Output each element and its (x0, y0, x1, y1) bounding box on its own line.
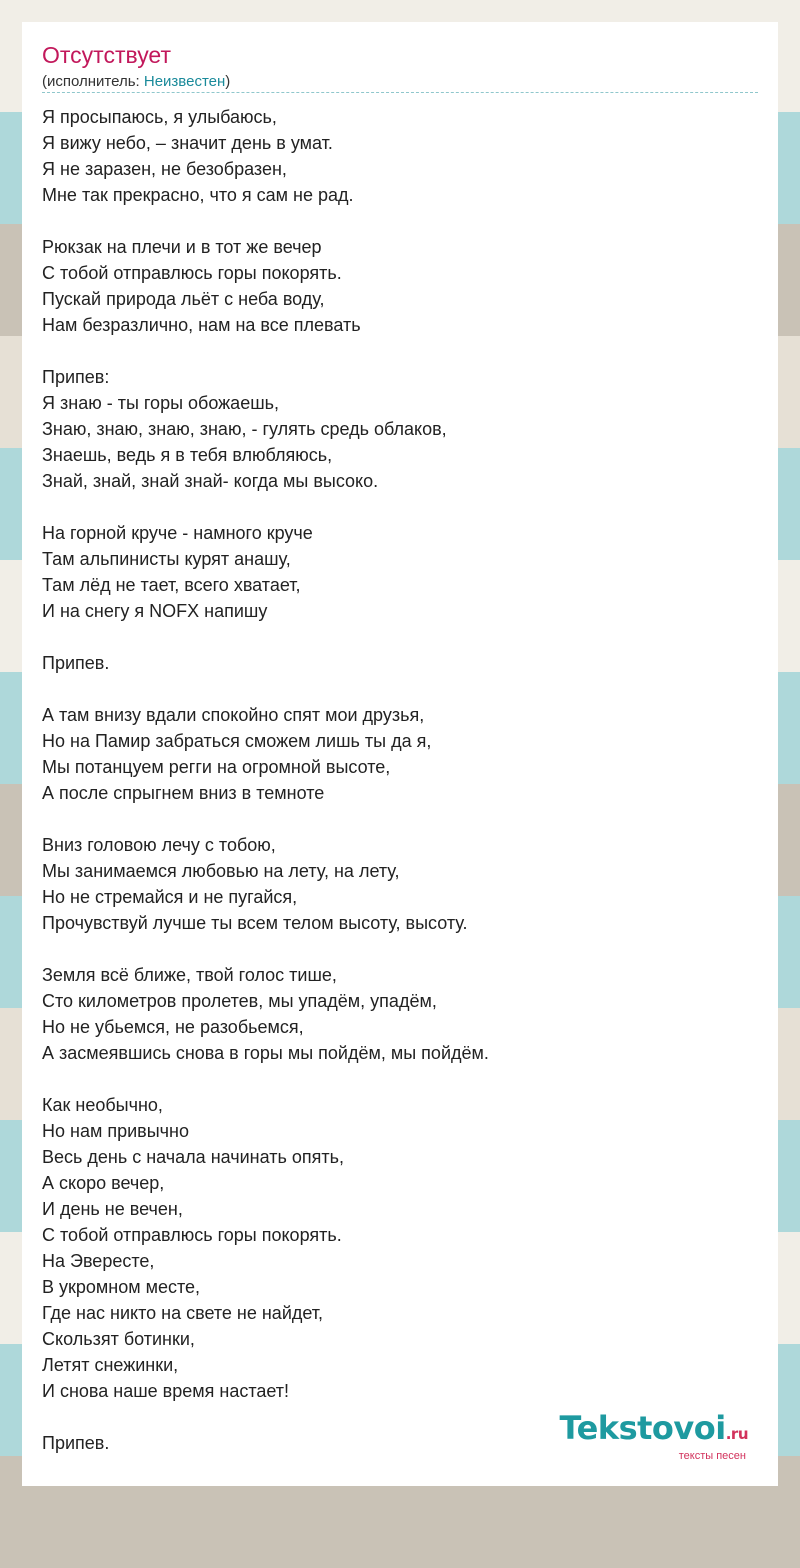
artist-prefix: (исполнитель: (42, 73, 144, 90)
lyric-line: Знаю, знаю, знаю, знаю, - гулять средь облаков, (42, 419, 447, 439)
stanza-gap (42, 806, 742, 832)
site-logo[interactable] (559, 1409, 748, 1462)
logo-name: Tekstovoi (559, 1409, 726, 1447)
lyric-line: Знай, знай, знай знай- когда мы высоко. (42, 471, 379, 491)
lyric-line: Но на Памир забраться сможем лишь ты да я, (42, 731, 432, 751)
lyric-line: В укромном месте, (42, 1277, 201, 1297)
lyric-line: Как необычно, (42, 1095, 163, 1115)
lyric-line: Вниз головою лечу с тобою, (42, 835, 276, 855)
lyric-line: А засмеявшись снова в горы мы пойдём, мы пойдём. (42, 1043, 489, 1063)
lyric-line: Скользят ботинки, (42, 1329, 195, 1349)
lyric-line: Весь день с начала начинать опять, (42, 1147, 344, 1167)
lyric-line: Припев. (42, 653, 110, 673)
lyric-line: На горной круче - намного круче (42, 523, 313, 543)
lyric-line: Припев. (42, 1433, 110, 1453)
lyric-line: Знаешь, ведь я в тебя влюбляюсь, (42, 445, 333, 465)
stanza-gap (42, 624, 742, 650)
lyric-line: А скоро вечер, (42, 1173, 165, 1193)
lyric-line: На Эвересте, (42, 1251, 155, 1271)
lyric-line: И снова наше время настает! (42, 1381, 290, 1401)
stanza-gap (42, 208, 742, 234)
lyric-line: Мы потанцуем регги на огромной высоте, (42, 757, 391, 777)
lyric-line: Там лёд не тает, всего хватает, (42, 575, 301, 595)
logo-wordmark (559, 1409, 748, 1450)
stanza-gap (42, 676, 742, 702)
lyric-line: И на снегу я NOFX напишу (42, 601, 268, 621)
lyric-line: С тобой отправлюсь горы покорять. (42, 263, 342, 283)
lyric-line: И день не вечен, (42, 1199, 183, 1219)
stanza-gap (42, 494, 742, 520)
artist-suffix: ) (225, 73, 231, 90)
lyric-line: Я вижу небо, – значит день в умат. (42, 133, 333, 153)
lyric-line: Я не заразен, не безобразен, (42, 159, 287, 179)
artist-link[interactable]: Неизвестен (143, 73, 226, 90)
lyric-line: Мы занимаемся любовью на лету, на лету, (42, 861, 400, 881)
lyric-line: Но не убьемся, не разобьемся, (42, 1017, 304, 1037)
lyrics-text (42, 104, 742, 1456)
artist-line (42, 73, 230, 90)
dotted-divider (42, 92, 758, 93)
lyric-line: Я просыпаюсь, я улыбаюсь, (42, 107, 277, 127)
lyric-line: Нам безразлично, нам на все плевать (42, 315, 361, 335)
logo-tld: .ru (725, 1425, 748, 1443)
stanza-gap (42, 936, 742, 962)
lyric-line: Пускай природа льёт с неба воду, (42, 289, 325, 309)
lyric-line: Но не стремайся и не пугайся, (42, 887, 298, 907)
lyric-line: Но нам привычно (42, 1121, 189, 1141)
lyric-line: Сто километров пролетев, мы упадём, упадём, (42, 991, 437, 1011)
lyric-line: Я знаю - ты горы обожаешь, (42, 393, 280, 413)
lyric-line: Летят снежинки, (42, 1355, 179, 1375)
lyrics-card (22, 22, 778, 1486)
lyric-line: Прочувствуй лучше ты всем телом высоту, высоту. (42, 913, 468, 933)
song-title: Отсутствует (42, 42, 171, 68)
stanza-gap (42, 1066, 742, 1092)
lyric-line: С тобой отправлюсь горы покорять. (42, 1225, 342, 1245)
lyric-line: Припев: (42, 367, 110, 387)
lyric-line: Земля всё ближе, твой голос тише, (42, 965, 337, 985)
lyric-line: Где нас никто на свете не найдет, (42, 1303, 324, 1323)
logo-tagline: тексты песен (678, 1450, 746, 1462)
lyric-line: А там внизу вдали спокойно спят мои друзья, (42, 705, 425, 725)
lyric-line: А после спрыгнем вниз в темноте (42, 783, 325, 803)
lyric-line: Там альпинисты курят анашу, (42, 549, 291, 569)
lyric-line: Рюкзак на плечи и в тот же вечер (42, 237, 322, 257)
stanza-gap (42, 338, 742, 364)
lyric-line: Мне так прекрасно, что я сам не рад. (42, 185, 354, 205)
